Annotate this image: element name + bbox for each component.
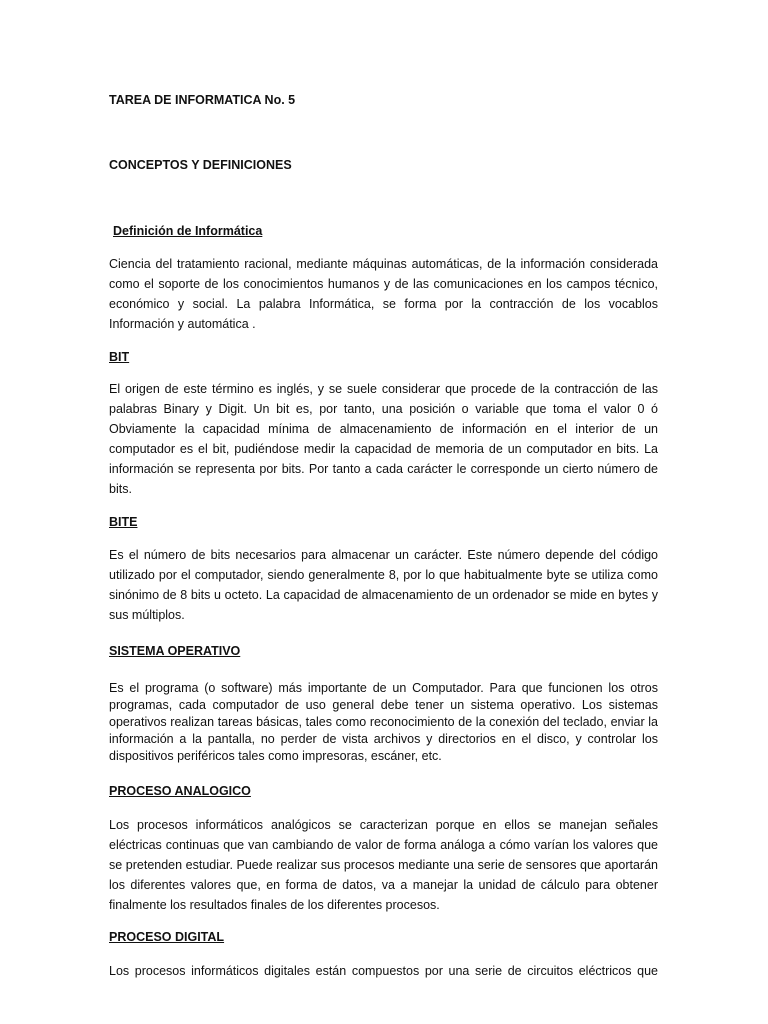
section-body-proceso-digital: Los procesos informáticos digitales están compuestos por una serie de circuitos eléctricos que — [109, 964, 658, 978]
section-body-bite: Es el número de bits necesarios para almacenar un carácter. Este número depende del código utilizado por el computador, siendo generalmente 8, por lo que habitualmente byte se utiliza como sinónimo de 8 bits u octeto. La capacidad de almacenamiento de un ordenador se mide en bytes y sus múltiplos. — [109, 548, 658, 622]
section-heading-bit: BIT — [109, 350, 130, 364]
section-heading-proceso-digital: PROCESO DIGITAL — [109, 930, 225, 944]
section-body-sistema-operativo: Es el programa (o software) más importante de un Computador. Para que funcionen los otros programas, cada computador de uso general debe tener un sistema operativo. Los sistemas operativos realizan tareas básicas, tales como reconocimiento de la conexión del teclado, enviar la información a la pantalla, no perder de vista archivos y directorios en el disco, y controlar los dispositivos periféricos tales como impresoras, escáner, etc. — [109, 681, 658, 763]
section-heading-informatica: Definición de Informática — [113, 224, 263, 238]
section-heading-proceso-analogico: PROCESO ANALOGICO — [109, 784, 251, 798]
section-body-informatica: Ciencia del tratamiento racional, mediante máquinas automáticas, de la información considerada como el soporte de los conocimientos humanos y de las comunicaciones en los campos técnico, económico y social. La palabra Informática, se forma por la contracción de los vocablos Información y automática . — [109, 257, 658, 331]
section-body-proceso-analogico: Los procesos informáticos analógicos se caracterizan porque en ellos se manejan señales eléctricas continuas que van cambiando de valor de forma análoga a cómo varían los valores que se pretenden estudiar. Puede realizar sus procesos mediante una serie de sensores que aportarán los diferentes valores que, en forma de datos, va a manejar la unidad de cálculo para obtener finalmente los resultados finales de los diferentes procesos. — [109, 818, 658, 912]
section-heading-bite: BITE — [109, 515, 138, 529]
section-body-bit: El origen de este término es inglés, y se suele considerar que procede de la contracción de las palabras Binary y Digit. Un bit es, por tanto, una posición o variable que toma el valor 0 ó Obviamente la capacidad mínima de almacenamiento de información en el interior de un computador es el bit, pudiéndose medir la capacidad de memoria de un computador en bits. La información se representa por bits. Por tanto a cada carácter le corresponde un cierto número de bits. — [109, 382, 658, 496]
document-subtitle: CONCEPTOS Y DEFINICIONES — [109, 158, 292, 172]
section-heading-sistema-operativo: SISTEMA OPERATIVO — [109, 644, 241, 658]
document-title: TAREA DE INFORMATICA No. 5 — [109, 93, 296, 107]
